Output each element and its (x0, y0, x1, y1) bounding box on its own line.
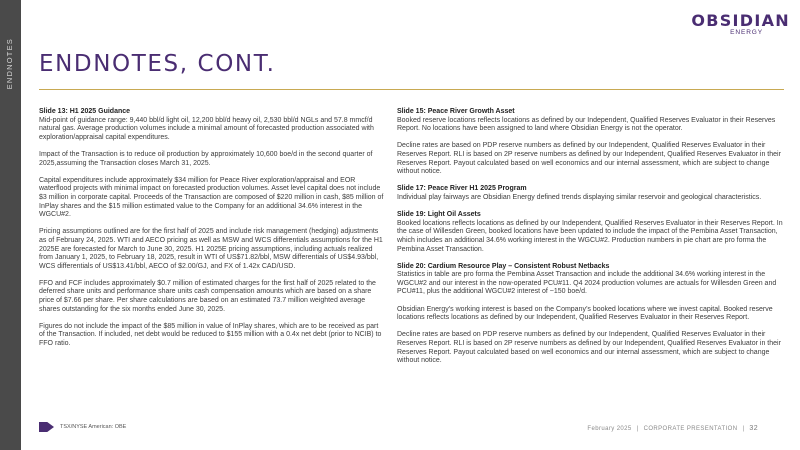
endnote-text: Statistics in table are pro forma the Pembina Asset Transaction and include the additional 34.6% working interest in the WGCU#2 and our interest in the now-operated PCU#11. Q4 2024 production volumes are actuals for Willesden Green and PCU#11, plus the additional WGCU#2 interest of ~150 boe/d. (397, 271, 777, 296)
footer-date: February 2025 (587, 426, 632, 432)
endnote-text: Booked reserve locations reflects locations as defined by our Independent, Qualified Reserves Evaluator in their Reserves Report. No locations have been assigned to land where Obsidian Energy is not the operator. (397, 116, 776, 133)
endnote-text: Decline rates are based on PDP reserve numbers as defined by our Independent, Qualified Reserves Evaluator in their Reserves Report. RLI is based on 2P reserve numbers as defined by our Independent, Qualified Reserves Evaluator in their Reserves Report. Payout calculated based on well economics and our internal assessment, which are subject to change without notice. (397, 142, 781, 176)
endnote-text: Figures do not include the impact of the $85 million in value of InPlay shares, which are to be received as part of the Transaction. If included, net debt would be reduced to $155 million with a 0.4x net debt (prior to NCIB) to FFO ratio. (39, 322, 382, 348)
footer-separator: | (636, 426, 639, 432)
endnote-text: Capital expenditures include approximately $34 million for Peace River exploration/appraisal and EOR waterflood projects with minimal impact on forecasted production volumes. Asset level capital does not include $3 million in corporate capital. Proceeds of the Transaction are composed of $220 million in cash, $85 million of InPlay shares and the $15 million estimated value to the Company for an additional 34.6% interest in the WGCU#2. (39, 176, 384, 219)
endnote-heading: Slide 15: Peace River Growth Asset (397, 108, 515, 115)
page-title: ENDNOTES, CONT. (39, 51, 276, 78)
endnote-paragraph (39, 177, 384, 220)
endnote-paragraph (39, 151, 384, 168)
endnote-text: FFO and FCF includes approximately $0.7 million of estimated charges for the first half of 2025 related to the deferred share units and performance share units cash compensation amounts which are based on a share price of $7.66 per share. Per share calculations are based on an estimated 73.7 million weighted average shares outstanding for the six months ended June 30, 2025. (39, 279, 376, 313)
endnote-text: Obsidian Energy’s working interest is based on the Company’s booked locations where we invest capital. Booked reserve locations reflects locations as defined by our Independent, Qualified Reserves Evaluator in their Reserves Report. (397, 305, 773, 322)
endnote-text: Booked locations reflects locations as defined by our Independent, Qualified Reserves Evaluator in their Reserves Report. In the case of Willesden Green, booked locations have been updated to include the impact of the Pembina Asset Transaction, which includes an additional 34.6% working interest in the WGCU#2. Production numbers in pie chart are pro forma the Pembina Asset Transaction. (397, 219, 783, 253)
endnotes-right-column (397, 108, 783, 374)
endnote-paragraph (397, 263, 783, 297)
title-divider (39, 89, 784, 90)
endnote-paragraph (397, 211, 783, 254)
sidebar-label: ENDNOTES (5, 38, 14, 90)
footer-ticker (39, 420, 126, 434)
footer-separator: | (742, 426, 745, 432)
endnote-paragraph (397, 306, 783, 323)
endnote-text: Mid-point of guidance range: 9,440 bbl/d light oil, 12,200 bbl/d heavy oil, 2,530 bbl/d NGLs and 57.8 mmcf/d natural gas. Average production volumes include a minimal amount of forecasted production associated with exploration/appraisal capital expenditures. (39, 116, 374, 141)
endnote-text: Impact of the Transaction is to reduce oil production by approximately 10,600 boe/d in the second quarter of 2025,assuming the Transaction closes March 31, 2025. (39, 150, 373, 167)
ticker-text: TSX/NYSE American: OBE (60, 424, 127, 430)
endnote-text: Pricing assumptions outlined are for the first half of 2025 and include risk management (hedging) adjustments as of February 24, 2025. WTI and AECO pricing as well as MSW and WCS differentials assumptions for the H1 2025E are forecasted for March to June 30, 2025. H1 2025E pricing assumptions, including actuals realized from January 1, 2025, to February 18, 2025, result in WTI of US$71.82/bbl, MSW differentials of US$4.93/bbl, WCS differentials of US$13.41/bbl, AECO of $2.00/GJ, and FX of 1.42x CAD/USD. (39, 228, 383, 270)
endnote-text: Individual play fairways are Obsidian Energy defined trends displaying similar reservoir and geological characteristics. (397, 193, 762, 201)
endnote-heading: Slide 20: Cardium Resource Play – Consistent Robust Netbacks (397, 262, 610, 270)
arrow-icon (39, 422, 54, 432)
sidebar (0, 0, 21, 450)
endnote-heading: Slide 13: H1 2025 Guidance (39, 108, 131, 115)
endnote-paragraph (397, 331, 783, 365)
endnote-paragraph (397, 142, 783, 176)
endnote-paragraph (397, 185, 783, 202)
endnote-text: Decline rates are based on PDP reserve numbers as defined by our Independent, Qualified Reserves Evaluator in their Reserves Report. RLI is based on 2P reserve numbers as defined by our Independent, Qualified Reserves Evaluator in their Reserves Report. Payout calculated based on well economics and our internal assessment, which are subject to change without notice. (397, 331, 781, 365)
endnote-paragraph (39, 228, 384, 271)
endnotes-left-column (39, 108, 384, 357)
endnote-paragraph (397, 108, 783, 134)
endnote-heading: Slide 17: Peace River H1 2025 Program (397, 185, 527, 193)
endnote-paragraph (39, 280, 384, 314)
footer-info (587, 425, 758, 432)
footer-label: CORPORATE PRESENTATION (643, 426, 738, 432)
page-number: 32 (749, 425, 758, 432)
logo-subtitle: ENERGY (730, 29, 763, 36)
endnote-heading: Slide 19: Light Oil Assets (397, 211, 481, 219)
logo-wordmark: OBSIDIAN (691, 11, 790, 30)
obsidian-energy-logo (667, 13, 790, 37)
endnote-paragraph (39, 323, 384, 349)
endnote-paragraph (39, 108, 384, 142)
